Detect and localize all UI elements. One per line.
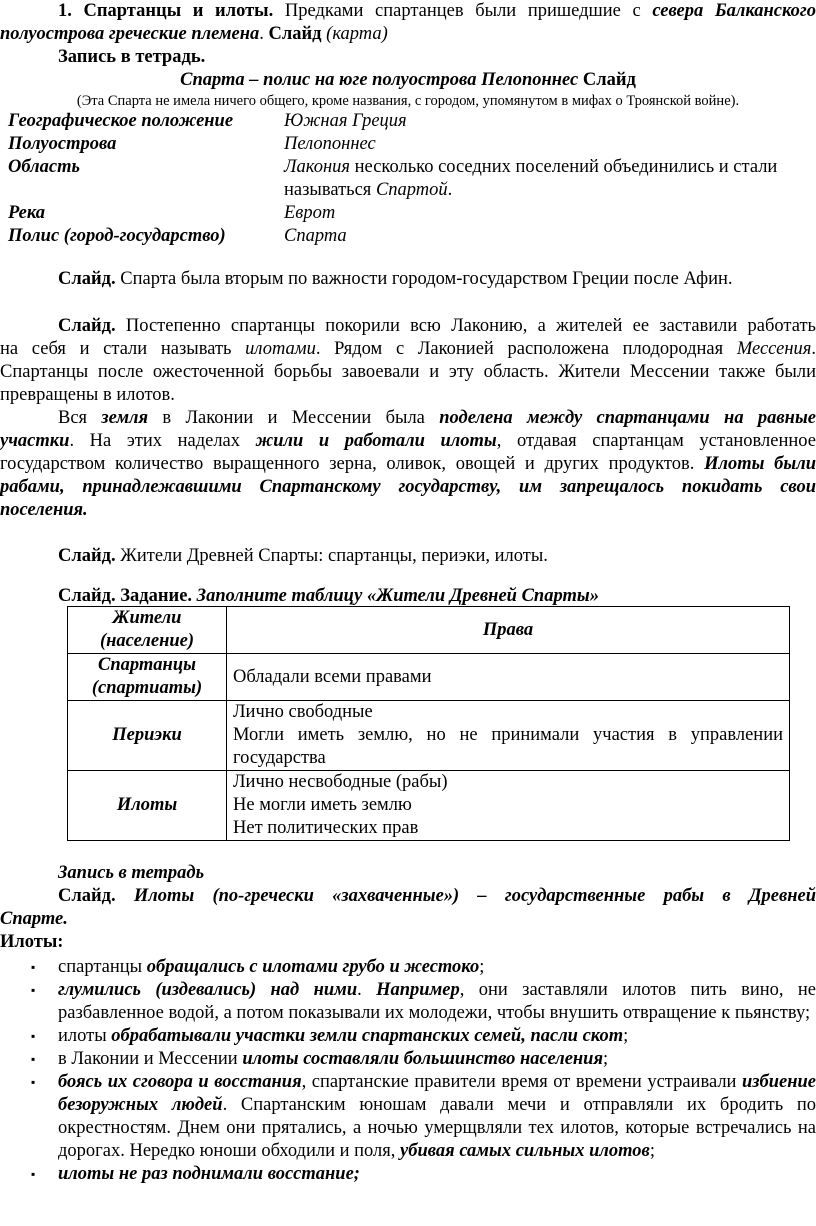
section1-line1: 1. Спартанцы и илоты. Предками спартанцев были пришедшие с севера Балканского [58, 1, 816, 21]
notebook-label: Запись в тетрадь. [58, 47, 206, 67]
residents-table [67, 606, 790, 841]
paragraph-slide2-l3: Спартанцы после ожесточенной борьбы завоевали и эту область. Жители Мессении также были [0, 362, 816, 382]
header-residents: Жители (население) [68, 607, 227, 654]
paragraph-land-l3: государством количество выращенного зерна, оливок, овощей и других продуктов. Илоты были [0, 454, 816, 474]
list-item: ▪ в Лаконии и Мессении илоты составляли большинство населения; [31, 1049, 609, 1069]
square-bullet-icon: ▪ [31, 983, 36, 997]
task-line: Слайд. Задание. Заполните таблицу «Жители Древней Спарты» [58, 586, 599, 606]
paragraph-land-l5: поселения. [0, 500, 88, 520]
list-item: ▪ спартанцы обращались с илотами грубо и жестоко; [31, 957, 485, 977]
list-item: ▪ илоты обрабатывали участки земли спартанских семей, пасли скот; [31, 1026, 629, 1046]
paragraph-land-l4: рабами, принадлежавшими Спартанскому государству, им запрещалось покидать свои [0, 477, 816, 497]
geo-row: Полуострова Пелопоннес [8, 134, 376, 154]
square-bullet-icon: ▪ [31, 1029, 36, 1043]
geo-row: Область Лакония несколько соседних поселений объединились и стали называться Спартой. [8, 157, 778, 200]
paragraph-slide2-l1: Слайд. Постепенно спартанцы покорили всю Лаконию, а жителей ее заставили работать [58, 316, 816, 336]
geo-row: Полис (город-государство) Спарта [8, 226, 347, 246]
header-rights: Права [227, 607, 790, 654]
table-row: Илоты Лично несвободные (рабы) Не могли иметь землю Нет политических прав [68, 771, 790, 841]
table-row: Спартанцы (спартиаты) Обладали всеми правами [68, 654, 790, 701]
table-row: Периэки Лично свободные Могли иметь землю, но не принимали участия в управлении государства [68, 701, 790, 771]
paragraph-slide2-l2: на себя и стали называть илотами. Рядом с Лаконией расположена плодородная Мессения. [0, 339, 816, 359]
square-bullet-icon: ▪ [31, 1052, 36, 1066]
ilots-list [0, 956, 816, 1186]
geography-table [8, 110, 808, 248]
square-bullet-icon: ▪ [31, 960, 36, 974]
square-bullet-icon: ▪ [31, 1167, 36, 1181]
square-bullet-icon: ▪ [31, 1075, 36, 1089]
notebook-label-2: Запись в тетрадь [58, 863, 205, 883]
list-item: ▪ боясь их сговора и восстания, спартанские правители время от времени устраивали избиение безоружных людей. Спартанским юношам давали мечи и отправляли их бродить по окрестностям. Днем они прятались, а ночью умерщвляли тех илотов, которые встречались на дорогах. Нередко юноши обходили и поля, убивая самых сильных илотов; [31, 1072, 816, 1161]
table-header-row [68, 607, 790, 654]
list-item: ▪ илоты не раз поднимали восстание; [31, 1164, 360, 1184]
paragraph-slide3: Слайд. Жители Древней Спарты: спартанцы, периэки, илоты. [58, 546, 548, 566]
ilot-definition-l1: Слайд. Илоты (по-гречески «захваченные») – государственные рабы в Древней [58, 886, 816, 906]
paragraph-land-l2: участки. На этих наделах жили и работали илоты, отдавая спартанцам установленное [0, 431, 816, 451]
sparta-note: (Эта Спарта не имела ничего общего, кроме названия, с городом, упомянутом в мифах о Троянской войне). [76, 93, 740, 109]
geo-row: Географическое положение Южная Греция [8, 111, 407, 131]
section1-heading: 1. Спартанцы и илоты. [58, 1, 274, 21]
list-item: ▪ глумились (издевались) над ними. Например, они заставляли илотов пить вино, не разбавленное водой, а потом показывали их молодежи, чтобы внушить отвращение к пьянству; [31, 980, 816, 1023]
geo-row: Река Еврот [8, 203, 336, 223]
paragraph-slide2-l4: превращены в илотов. [0, 385, 175, 405]
paragraph-slide1: Слайд. Спарта была вторым по важности городом-государством Греции после Афин. [58, 269, 733, 289]
paragraph-land-l1: Вся земля в Лаконии и Мессении была поделена между спартанцами на равные [58, 408, 816, 428]
section1-line2: полуострова греческие племена. Слайд (карта) [0, 24, 388, 44]
ilot-definition-l2: Спарте. [0, 909, 68, 929]
sparta-title: Спарта – полис на юге полуострова Пелопоннес Слайд [180, 70, 636, 90]
ilots-label: Илоты: [0, 932, 64, 952]
